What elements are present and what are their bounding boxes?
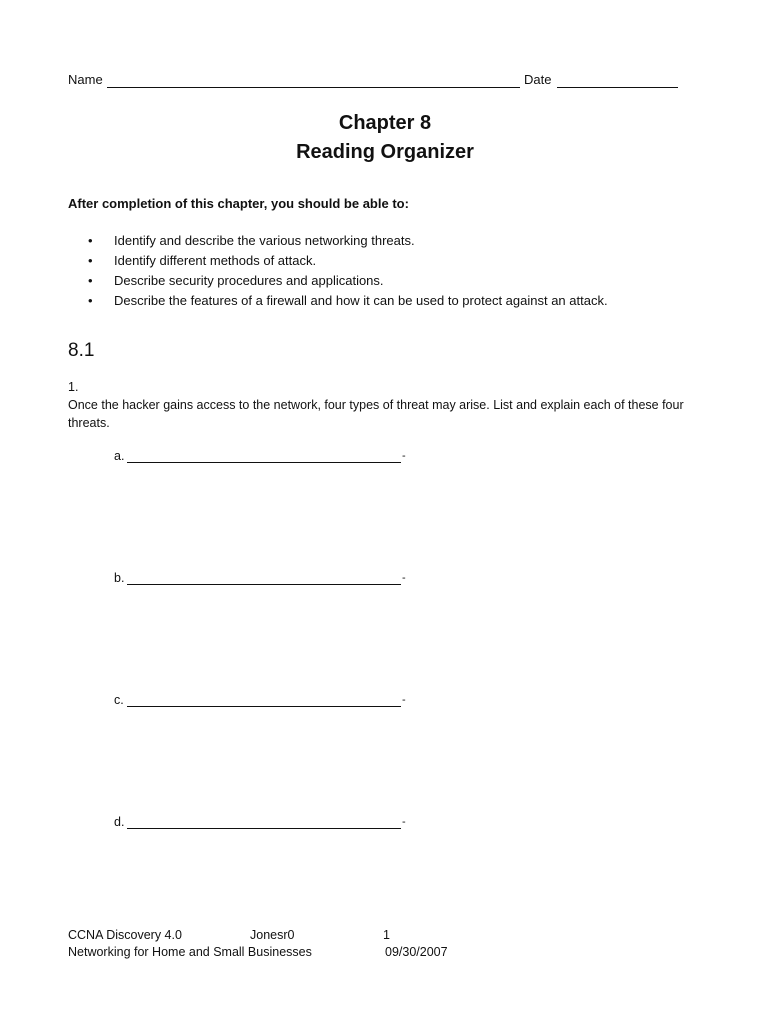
answer-c-label: c. xyxy=(114,693,124,707)
answer-b-label: b. xyxy=(114,571,125,585)
name-field[interactable] xyxy=(107,87,520,88)
chapter-title: Chapter 8 xyxy=(338,112,432,134)
answer-c-suffix: - xyxy=(402,694,406,706)
footer-author: Jonesr0 xyxy=(250,928,295,942)
bullet-icon: • xyxy=(88,253,93,268)
answer-d-suffix: - xyxy=(402,816,406,828)
objective-item: • Describe the features of a firewall and how it can be used to protect against an attack. xyxy=(114,291,608,311)
answer-a-field[interactable] xyxy=(127,462,401,463)
objective-item: • Identify and describe the various networking threats. xyxy=(114,231,608,251)
answer-c-field[interactable] xyxy=(127,706,401,707)
date-field[interactable] xyxy=(557,87,678,88)
objective-item: • Identify different methods of attack. xyxy=(114,251,608,271)
page-title: Reading Organizer xyxy=(296,141,474,163)
answer-a-label: a. xyxy=(114,449,125,463)
answer-d-field[interactable] xyxy=(127,828,401,829)
bullet-icon: • xyxy=(88,273,93,288)
bullet-icon: • xyxy=(88,293,93,308)
answer-d-label: d. xyxy=(114,815,125,829)
objective-item: • Describe security procedures and applications. xyxy=(114,271,608,291)
question-number: 1. xyxy=(68,380,79,394)
objectives-list xyxy=(88,231,608,311)
name-label: Name xyxy=(68,72,103,87)
answer-b-field[interactable] xyxy=(127,584,401,585)
objectives-heading: After completion of this chapter, you should be able to: xyxy=(68,196,409,211)
bullet-icon: • xyxy=(88,233,93,248)
date-label: Date xyxy=(524,72,552,87)
footer-page-number: 1 xyxy=(383,928,390,942)
footer-subtitle: Networking for Home and Small Businesses xyxy=(68,945,312,959)
section-heading: 8.1 xyxy=(68,340,95,361)
footer-date: 09/30/2007 xyxy=(385,945,448,959)
question-text: Once the hacker gains access to the network, four types of threat may arise. List and explain each of these four threats. xyxy=(68,398,684,430)
answer-b-suffix: - xyxy=(402,572,406,584)
answer-a-suffix: - xyxy=(402,450,406,462)
footer-course: CCNA Discovery 4.0 xyxy=(68,928,182,942)
